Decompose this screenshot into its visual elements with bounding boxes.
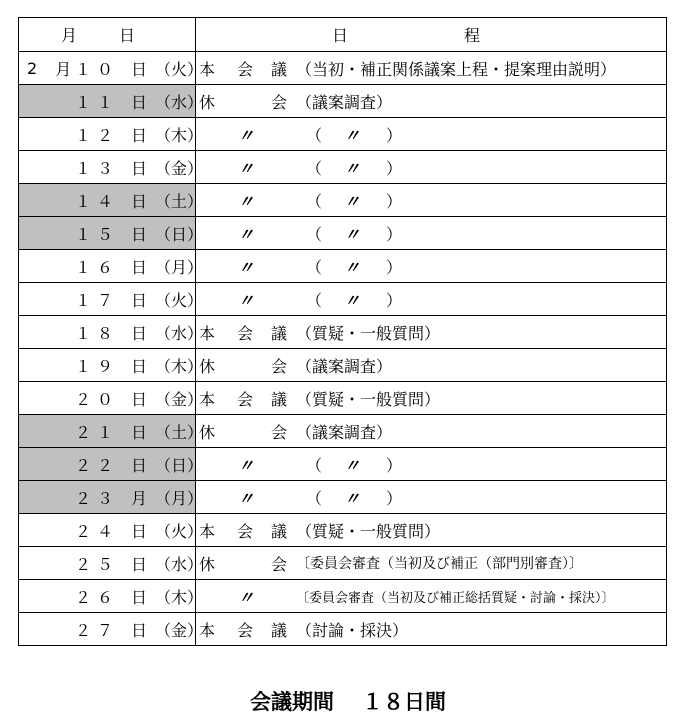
program-cell xyxy=(196,613,667,646)
date-month xyxy=(27,547,45,579)
date-day: ２３ xyxy=(74,488,119,508)
date-day: ２２ xyxy=(74,455,119,475)
date-day-unit: 日 xyxy=(131,158,148,178)
date-day-unit: 日 xyxy=(131,125,148,145)
date-day: １４ xyxy=(74,191,119,211)
date-day-unit: 日 xyxy=(131,92,148,112)
date-cell xyxy=(19,151,204,184)
date-day-unit: 日 xyxy=(131,620,148,640)
close-paren: ） xyxy=(386,224,403,244)
schedule-row xyxy=(19,250,667,283)
date-cell xyxy=(19,580,204,613)
program-char-1: 本 xyxy=(199,389,216,409)
program-char-1: 本 xyxy=(199,323,216,343)
program-detail: 〔委員会審査（当初及び補正（部門別審査）〕 xyxy=(296,556,583,572)
date-weekday: （木） xyxy=(155,587,204,607)
program-cell xyxy=(196,415,667,448)
schedule-row xyxy=(19,448,667,481)
close-paren: ） xyxy=(386,455,403,475)
program-char-2: 会 xyxy=(237,620,254,640)
ditto-mark: 〃 xyxy=(238,587,255,607)
program-detail: （当初・補正関係議案上程・提案理由説明） xyxy=(296,59,617,79)
date-month xyxy=(27,250,45,282)
ditto-mark: 〃 xyxy=(238,455,255,475)
date-day: １１ xyxy=(74,92,119,112)
date-cell xyxy=(19,316,204,349)
date-day-unit: 日 xyxy=(131,191,148,211)
date-cell xyxy=(19,547,204,580)
date-weekday: （月） xyxy=(155,257,204,277)
program-cell xyxy=(196,580,667,613)
program-char-2: 会 xyxy=(237,323,254,343)
ditto-mark: 〃 xyxy=(238,488,255,508)
date-weekday: （木） xyxy=(155,356,204,376)
schedule-row xyxy=(19,613,667,646)
date-month xyxy=(27,349,45,381)
program-char-1: 本 xyxy=(199,521,216,541)
date-month xyxy=(27,217,45,249)
program-char-3: 会 xyxy=(271,356,288,376)
date-weekday: （月） xyxy=(155,488,204,508)
header-month: 月 xyxy=(61,26,78,45)
close-paren: ） xyxy=(386,257,403,277)
program-detail: （質疑・一般質問） xyxy=(296,521,441,541)
program-cell xyxy=(196,514,667,547)
ditto-mark-inner: 〃 xyxy=(344,488,361,508)
program-cell xyxy=(196,85,667,118)
date-weekday: （火） xyxy=(155,290,204,310)
date-month xyxy=(27,448,45,480)
ditto-mark: 〃 xyxy=(238,158,255,178)
date-cell xyxy=(19,481,204,514)
session-period xyxy=(0,686,696,716)
program-char-1: 休 xyxy=(199,92,216,112)
program-char-3: 議 xyxy=(271,620,288,640)
program-cell xyxy=(196,283,667,316)
date-cell xyxy=(19,382,204,415)
date-cell xyxy=(19,613,204,646)
date-day-unit: 日 xyxy=(131,224,148,244)
program-char-3: 会 xyxy=(271,422,288,442)
date-cell xyxy=(19,448,204,481)
date-weekday: （火） xyxy=(155,521,204,541)
schedule-row xyxy=(19,547,667,580)
ditto-mark-inner: 〃 xyxy=(344,455,361,475)
program-cell xyxy=(196,151,667,184)
date-day-unit: 日 xyxy=(131,455,148,475)
open-paren: （ xyxy=(306,191,323,211)
date-day: １５ xyxy=(74,224,119,244)
date-day-unit: 日 xyxy=(131,389,148,409)
ditto-mark: 〃 xyxy=(238,257,255,277)
program-cell xyxy=(196,349,667,382)
date-weekday: （土） xyxy=(155,191,204,211)
date-day-unit: 月 xyxy=(131,488,148,508)
date-cell xyxy=(19,118,204,151)
ditto-mark-inner: 〃 xyxy=(344,158,361,178)
program-char-3: 議 xyxy=(271,521,288,541)
date-day-unit: 日 xyxy=(131,554,148,574)
ditto-mark-inner: 〃 xyxy=(344,257,361,277)
date-weekday: （火） xyxy=(155,59,204,79)
ditto-mark-inner: 〃 xyxy=(344,191,361,211)
header-day: 日 xyxy=(119,26,136,45)
schedule-row xyxy=(19,85,667,118)
ditto-mark: 〃 xyxy=(238,191,255,211)
program-cell xyxy=(196,250,667,283)
date-weekday: （金） xyxy=(155,389,204,409)
program-char-3: 議 xyxy=(271,389,288,409)
date-day-unit: 日 xyxy=(131,290,148,310)
date-day-unit: 日 xyxy=(131,356,148,376)
date-month xyxy=(27,118,45,150)
header-program-2: 程 xyxy=(464,26,481,45)
schedule-row xyxy=(19,382,667,415)
ditto-mark: 〃 xyxy=(238,224,255,244)
program-char-3: 会 xyxy=(271,554,288,574)
open-paren: （ xyxy=(306,455,323,475)
date-day-unit: 日 xyxy=(131,59,148,79)
date-day: ２５ xyxy=(74,554,119,574)
program-char-1: 休 xyxy=(199,554,216,574)
schedule-row xyxy=(19,415,667,448)
date-month xyxy=(27,382,45,414)
program-cell xyxy=(196,382,667,415)
date-day-unit: 日 xyxy=(131,323,148,343)
date-cell xyxy=(19,250,204,283)
program-cell xyxy=(196,316,667,349)
program-char-3: 議 xyxy=(271,59,288,79)
date-month xyxy=(27,184,45,216)
program-column-header xyxy=(196,18,667,52)
ditto-mark-inner: 〃 xyxy=(344,224,361,244)
ditto-mark: 〃 xyxy=(238,125,255,145)
program-char-1: 休 xyxy=(199,422,216,442)
schedule-row xyxy=(19,118,667,151)
schedule-row xyxy=(19,514,667,547)
open-paren: （ xyxy=(306,257,323,277)
date-weekday: （金） xyxy=(155,158,204,178)
date-day: １９ xyxy=(74,356,119,376)
close-paren: ） xyxy=(386,125,403,145)
date-month xyxy=(27,316,45,348)
date-day: １７ xyxy=(74,290,119,310)
date-cell xyxy=(19,349,204,382)
program-char-1: 本 xyxy=(199,620,216,640)
program-char-3: 議 xyxy=(271,323,288,343)
date-weekday: （水） xyxy=(155,554,204,574)
date-day: ２６ xyxy=(74,587,119,607)
schedule-row xyxy=(19,349,667,382)
date-day: ２１ xyxy=(74,422,119,442)
date-weekday: （木） xyxy=(155,125,204,145)
date-weekday: （日） xyxy=(155,224,204,244)
date-cell xyxy=(19,52,204,85)
schedule-row xyxy=(19,580,667,613)
date-month xyxy=(27,85,45,117)
open-paren: （ xyxy=(306,488,323,508)
schedule-row xyxy=(19,52,667,85)
program-cell xyxy=(196,184,667,217)
program-detail: （質疑・一般質問） xyxy=(296,323,441,343)
session-schedule-table xyxy=(18,17,667,646)
date-day: ２７ xyxy=(74,620,119,640)
program-detail: （質疑・一般質問） xyxy=(296,389,441,409)
schedule-row xyxy=(19,283,667,316)
date-cell xyxy=(19,217,204,250)
program-char-3: 会 xyxy=(271,92,288,112)
date-day: ２４ xyxy=(74,521,119,541)
program-char-2: 会 xyxy=(237,389,254,409)
date-month xyxy=(27,481,45,513)
date-cell xyxy=(19,184,204,217)
program-char-2: 会 xyxy=(237,521,254,541)
ditto-mark-inner: 〃 xyxy=(344,290,361,310)
open-paren: （ xyxy=(306,158,323,178)
ditto-mark-inner: 〃 xyxy=(344,125,361,145)
close-paren: ） xyxy=(386,191,403,211)
date-weekday: （水） xyxy=(155,92,204,112)
program-detail: （討論・採決） xyxy=(296,620,409,640)
date-day-unit: 日 xyxy=(131,587,148,607)
date-day: １８ xyxy=(74,323,119,343)
program-char-1: 本 xyxy=(199,59,216,79)
ditto-mark: 〃 xyxy=(238,290,255,310)
schedule-row xyxy=(19,316,667,349)
program-cell xyxy=(196,52,667,85)
program-detail: （議案調査） xyxy=(296,356,393,376)
date-month: 2 月 xyxy=(27,58,72,79)
date-weekday: （日） xyxy=(155,455,204,475)
date-day: １０ xyxy=(74,59,119,79)
program-cell xyxy=(196,481,667,514)
program-detail: 〔委員会審査（当初及び補正総括質疑・討論・採決）〕 xyxy=(296,590,615,606)
program-cell xyxy=(196,217,667,250)
date-month xyxy=(27,514,45,546)
program-char-2: 会 xyxy=(237,59,254,79)
date-cell xyxy=(19,514,204,547)
date-month xyxy=(27,415,45,447)
open-paren: （ xyxy=(306,125,323,145)
date-column-header xyxy=(19,18,196,52)
program-cell xyxy=(196,448,667,481)
date-day-unit: 日 xyxy=(131,257,148,277)
close-paren: ） xyxy=(386,158,403,178)
schedule-row xyxy=(19,481,667,514)
date-day-unit: 日 xyxy=(131,521,148,541)
date-day-unit: 日 xyxy=(131,422,148,442)
date-cell xyxy=(19,85,204,118)
header-program-1: 日 xyxy=(332,26,349,45)
date-month xyxy=(27,580,45,612)
date-day: ２０ xyxy=(74,389,119,409)
program-char-1: 休 xyxy=(199,356,216,376)
program-cell xyxy=(196,547,667,580)
schedule-row xyxy=(19,217,667,250)
program-detail: （議案調査） xyxy=(296,92,393,112)
close-paren: ） xyxy=(386,290,403,310)
program-detail: （議案調査） xyxy=(296,422,393,442)
date-day: １２ xyxy=(74,125,119,145)
session-period-label: 会議期間 xyxy=(250,690,334,714)
close-paren: ） xyxy=(386,488,403,508)
program-cell xyxy=(196,118,667,151)
date-month xyxy=(27,613,45,645)
date-day: １６ xyxy=(74,257,119,277)
date-weekday: （水） xyxy=(155,323,204,343)
schedule-row xyxy=(19,151,667,184)
date-weekday: （金） xyxy=(155,620,204,640)
date-month xyxy=(27,151,45,183)
date-day: １３ xyxy=(74,158,119,178)
date-month xyxy=(27,283,45,315)
open-paren: （ xyxy=(306,224,323,244)
open-paren: （ xyxy=(306,290,323,310)
table-header-row xyxy=(19,18,667,52)
date-cell xyxy=(19,415,204,448)
date-weekday: （土） xyxy=(155,422,204,442)
session-period-value: １８日間 xyxy=(362,690,446,714)
schedule-row xyxy=(19,184,667,217)
date-cell xyxy=(19,283,204,316)
